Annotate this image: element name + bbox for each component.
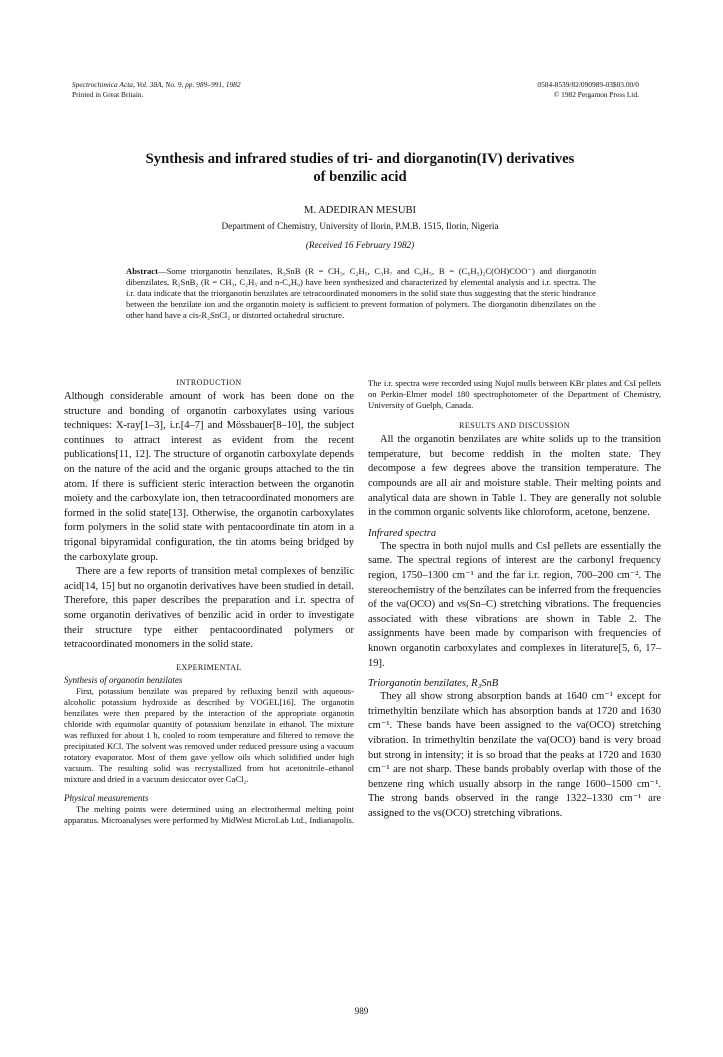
author-affiliation: Department of Chemistry, University of Ilorin, P.M.B. 1515, Ilorin, Nigeria [221, 221, 499, 231]
paper-title [60, 150, 660, 186]
experimental-heading: EXPERIMENTAL [176, 662, 242, 672]
abstract-text: —Some triorganotin benzilates, R₃SnB (R = CH₃, C₂H₅, C₃H₇ and C₆H₅, B = (C₆H₅)₂C(OH)COO⁻) and diorganotin dibenzilates, R₂SnB₂ (R = CH₃, C₂H₅ and n-C₄H₉) have been synthesized and characterized by elemental analysis and i.r. spectra. The i.r. data indicate that the triorganotin benzilates are tetracoordinated monomers in the solid state thus suggesting that the steric hindrance between the benzilate ion and the organotin moiety is sufficient to prevent formation of polymers. The diorganotin dibenzilates on the other hand have a cis-R₂SnCl₂ or distorted octahedral structure. [126, 266, 596, 321]
infrared-spectra-paragraph: The spectra in both nujol mulls and CsI pellets are essentially the same. The spectral regions of interest are the carbonyl frequency region, 1750–1300 cm⁻¹ and the far i.r. region, 700–200 cm⁻². The stereochemistry of the benzilates can be inferred from the frequencies of the νa(OCO) and νs(Sn–C) stretching vibrations. The frequencies associated with these vibrations are shown in Table 2. The assignments have been made by comparison with frequencies of known organotin carboxylates and complexes in literature[5, 6, 17–19]. [368, 540, 661, 669]
author-name: M. ADEDIRAN MESUBI [303, 205, 417, 216]
physical-measurements-subheading: Physical measurements [64, 792, 149, 803]
title-line-1: Synthesis and infrared studies of tri- and diorganotin(IV) derivatives [145, 151, 575, 167]
right-column [368, 378, 661, 822]
triorganotin-paragraph: They all show strong absorption bands at 1640 cm⁻¹ except for trimethyltin benzilate which has absorption bands at 1720 and 1630 cm⁻¹. These bands have been assigned to the νa(OCO) stretching vibration. In trimethyltin benzilate the νa(OCO) band is very broad but strong in intensity; it is so broad that the peaks at 1720 and 1630 cm⁻¹ are not sharp. These bands probably overlap with those of the benzene ring which usually absorp in the range 1600–1500 cm⁻¹. The strong bands observed in the range 1322–1330 cm⁻¹ are assigned to the νs(OCO) stretching vibrations. [368, 691, 661, 819]
received-date: (Received 16 February 1982) [305, 240, 415, 250]
abstract-label: Abstract [126, 266, 158, 276]
copyright-line: © 1982 Pergamon Press Ltd. [553, 90, 639, 99]
copyright-block [537, 80, 639, 100]
journal-citation [72, 80, 241, 100]
ir-instrument-paragraph: The i.r. spectra were recorded using Nujol mulls between KBr plates and CsI pellets on Perkin-Elmer model 180 spectrophotometer of the Department of Chemistry, University of Guelph, Canada. [368, 378, 661, 411]
results-paragraph: All the organotin benzilates are white solids up to the transition temperature, but become reddish in the molten state. They decompose a few degrees above the transition temperature. The compounds are all air and moisture stable. Their melting points and analytical data are shown in Table 1. They are generally not soluble in the common organic solvents like chloroform, acetone, benzene. [368, 434, 661, 519]
infrared-spectra-subheading: Infrared spectra [368, 527, 437, 539]
abstract [126, 266, 596, 321]
synthesis-subheading: Synthesis of organotin benzilates [64, 674, 183, 685]
introduction-paragraph-2: There are a few reports of transition metal complexes of benzilic acid[14, 15] but no organotin derivatives have been studied in detail. Therefore, this paper describes the preparation and i.r. spectra of some organotin derivatives of benzilic acid in order to investigate their structure type either pentacoordinated polymers or tetracoordinated monomers in the solid state. [64, 566, 354, 651]
introduction-heading: INTRODUCTION [176, 378, 242, 387]
physical-measurements-paragraph: The melting points were determined using an electrothermal melting point apparatus. Microanalyses were performed by MidWest MicroLab Ltd., Indianapolis. [64, 803, 354, 825]
title-line-2: of benzilic acid [313, 169, 407, 185]
results-heading: RESULTS AND DISCUSSION [459, 421, 570, 431]
left-column [64, 378, 354, 826]
triorganotin-subheading: Triorganotin benzilates, R₃SnB [368, 678, 499, 690]
introduction-paragraph-1: Although considerable amount of work has been done on the structure and bonding of organotin carboxylates using various techniques: X-ray[1–3], i.r.[4–7] and Mössbauer[8–10], the subject continues to attract interest as evident from the recent publications[11, 12]. The structure of organotin carboxylate depends on the nature of the acid and the organic groups attached to the tin atom. If there is sufficient steric interaction between the organotin moiety and the carboxylate ion, then tetracoordinated monomers are formed in the solid state[13]. Otherwise, the organotin carboxylates form polymers in the solid state with pentacoordinate tin atom in a trigonal bipyramidal configuration, the tin atoms being bridged by the carboxylate group. [64, 391, 354, 563]
page-number: 989 [354, 1006, 369, 1016]
issn-line: 0584-8539/82/090989-03$03.00/0 [537, 80, 639, 89]
printed-in-line: Printed in Great Britain. [72, 90, 144, 99]
journal-citation-line: Spectrochimica Acta, Vol. 38A, No. 9, pp. 989–991, 1982 [72, 80, 241, 89]
synthesis-paragraph: First, potassium benzilate was prepared by refluxing benzil with aqueous-alcoholic potassium hydroxide as described by VOGEL[16]. The organotin benzilates were then prepared by the interaction of the appropriate organotin chloride with equimolar quantity of potassium benzilate in ethanol. The mixture was refluxed for about 1 h, cooled to room temperature and filtered to remove the precipitated KCl. The solvent was removed under reduced pressure using a vacuum rotatory evaporator. Most of them gave yellow oils which solidified under high vacuum. The resulting solid was recrystallized from hot acetonitrile–ethanol mixture and dried in a vacuum desiccator over CaCl₂. [64, 685, 354, 785]
